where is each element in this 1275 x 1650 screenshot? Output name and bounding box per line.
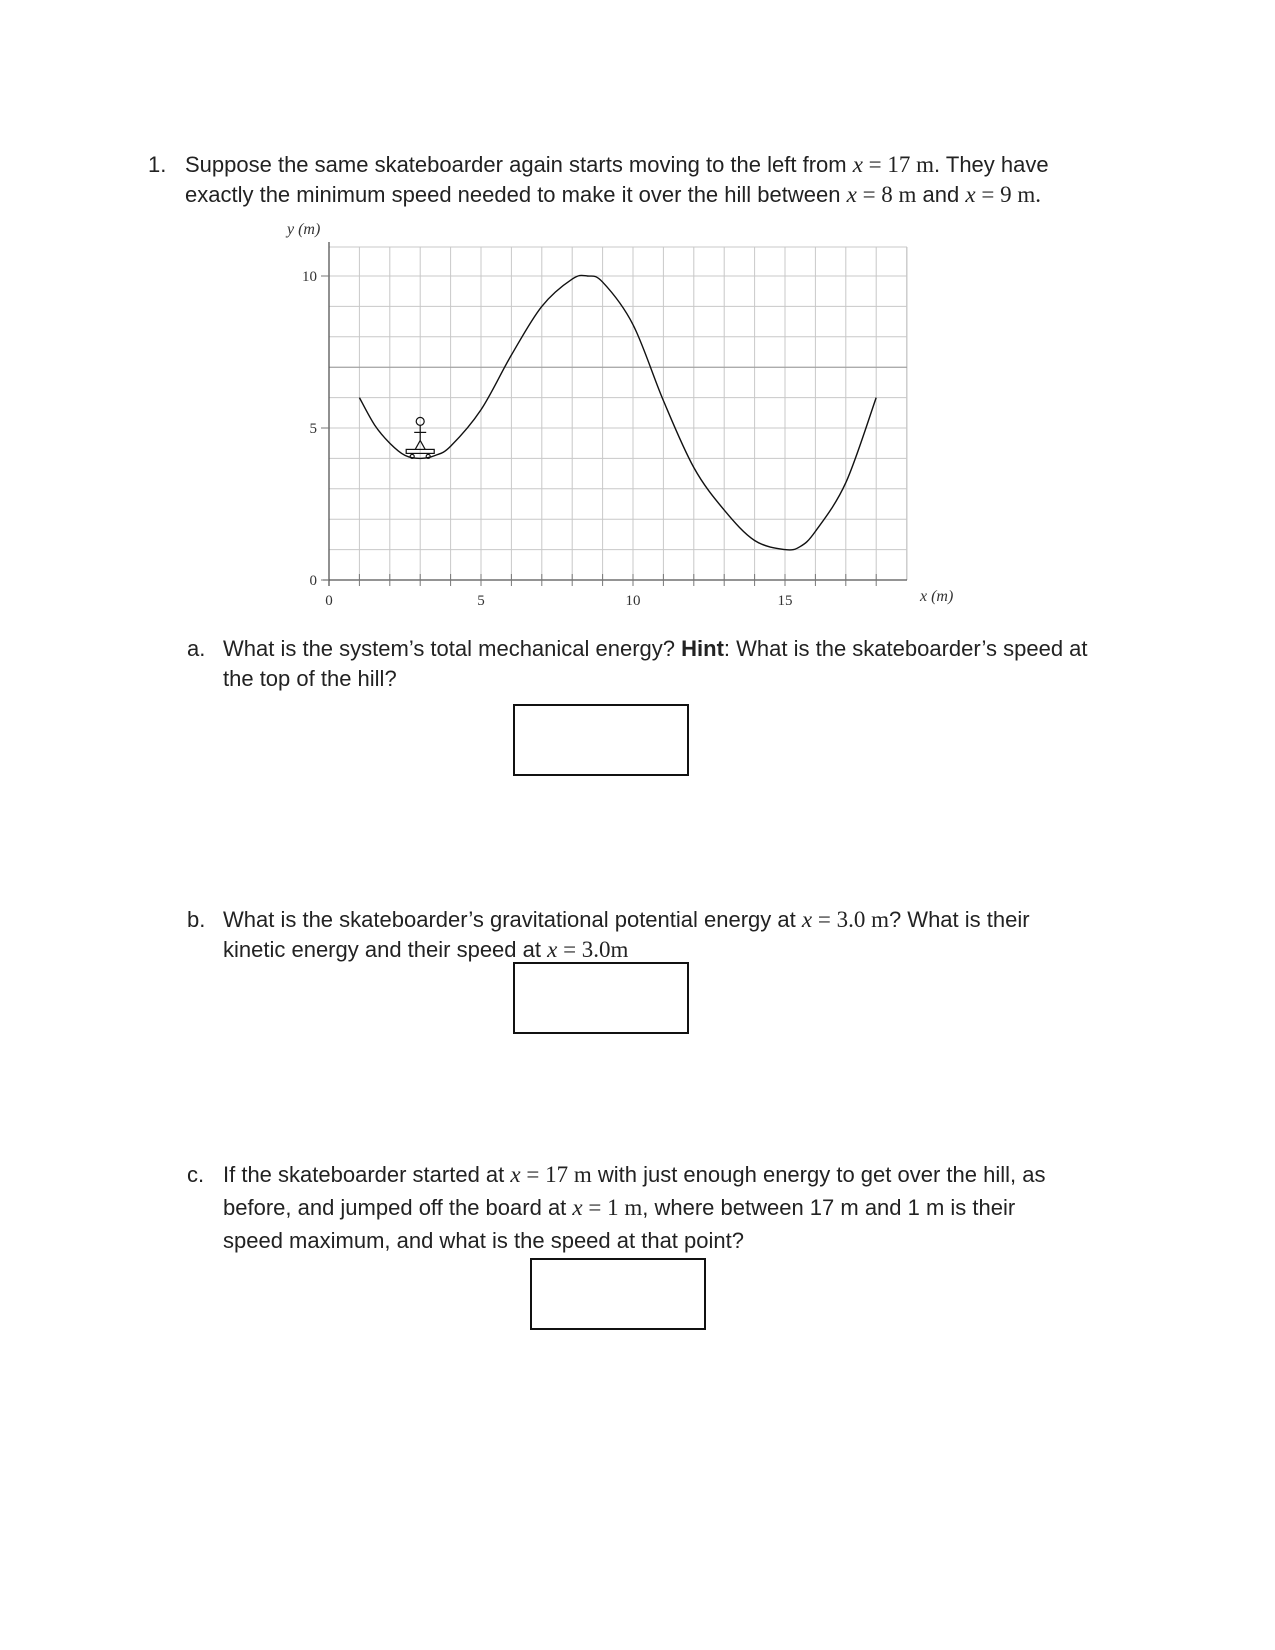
part-b-text: What is the skateboarder’s gravitational potential energy at [223, 907, 802, 932]
part-c-text: with just enough energy to get over the hill, as [591, 1162, 1046, 1187]
math-value: 3.0 m [836, 907, 889, 932]
part-a-line-1 [223, 634, 1088, 664]
y-tick-label: 0 [309, 573, 317, 589]
math-var: x [846, 182, 857, 207]
math-eq: = [862, 152, 888, 177]
x-tick-label: 5 [477, 593, 485, 609]
question-text: . They have [934, 152, 1049, 177]
y-axis-label: y (m) [287, 221, 321, 238]
part-b-text: ? What is their [888, 907, 1030, 932]
part-a-letter: a. [187, 636, 206, 661]
tick-labels [302, 269, 876, 609]
math-var: x [852, 152, 863, 177]
math-eq: = [520, 1162, 546, 1187]
question-text: and [916, 182, 966, 207]
math-value: 17 m [545, 1162, 592, 1187]
math-value: 3.0m [581, 937, 629, 962]
axes [323, 242, 907, 586]
math-eq: = [812, 907, 837, 932]
skater-leg [420, 440, 425, 449]
skater-leg [415, 440, 420, 449]
part-b-line-2 [223, 935, 628, 965]
track-graph [0, 0, 1275, 620]
track-curve [359, 275, 876, 550]
part-b-text: kinetic energy and their speed at [223, 937, 548, 962]
math-var: x [801, 907, 813, 932]
part-c-line-3: speed maximum, and what is the speed at that point? [223, 1228, 744, 1253]
question-text: exactly the minimum speed needed to make it over the hill between [185, 182, 847, 207]
part-a-text: What is the system’s total mechanical energy? [223, 636, 682, 661]
x-tick-label: 10 [625, 593, 641, 609]
part-b-letter: b. [187, 907, 206, 932]
part-c-line-2 [223, 1193, 1015, 1223]
x-axis-label: x (m) [920, 588, 954, 605]
math-value: 8 m [881, 182, 917, 207]
math-eq: = [856, 182, 882, 207]
answer-box-b[interactable] [513, 962, 689, 1034]
hint-label: Hint [681, 636, 724, 661]
math-var: x [510, 1162, 521, 1187]
math-var: x [547, 937, 558, 962]
grid [329, 247, 907, 580]
part-c-letter: c. [187, 1162, 205, 1187]
part-a-text: : What is the skateboarder’s speed at [723, 636, 1088, 661]
answer-box-c[interactable] [530, 1258, 706, 1330]
part-b-line-1 [223, 905, 1030, 935]
math-var: x [572, 1195, 583, 1220]
part-c-text: before, and jumped off the board at [223, 1195, 573, 1220]
x-tick-label: 0 [325, 593, 333, 609]
part-c-text: If the skateboarder started at [223, 1162, 511, 1187]
part-c-text: , where between 17 m and 1 m is their [642, 1195, 1016, 1220]
question-text: Suppose the same skateboarder again starts moving to the left from [185, 152, 853, 177]
question-number: 1. [148, 152, 167, 177]
part-c-line-1 [223, 1160, 1045, 1190]
math-eq: = [557, 937, 582, 962]
x-tick-label: 15 [777, 593, 793, 609]
math-eq: = [582, 1195, 608, 1220]
answer-box-a[interactable] [513, 704, 689, 776]
math-var: x [965, 182, 976, 207]
math-value: 17 m [887, 152, 935, 177]
math-value: 9 m. [1000, 182, 1041, 207]
y-tick-label: 10 [302, 269, 317, 285]
y-tick-label: 5 [309, 421, 317, 437]
math-eq: = [975, 182, 1001, 207]
part-a-line-2: the top of the hill? [223, 666, 397, 691]
math-value: 1 m [607, 1195, 643, 1220]
